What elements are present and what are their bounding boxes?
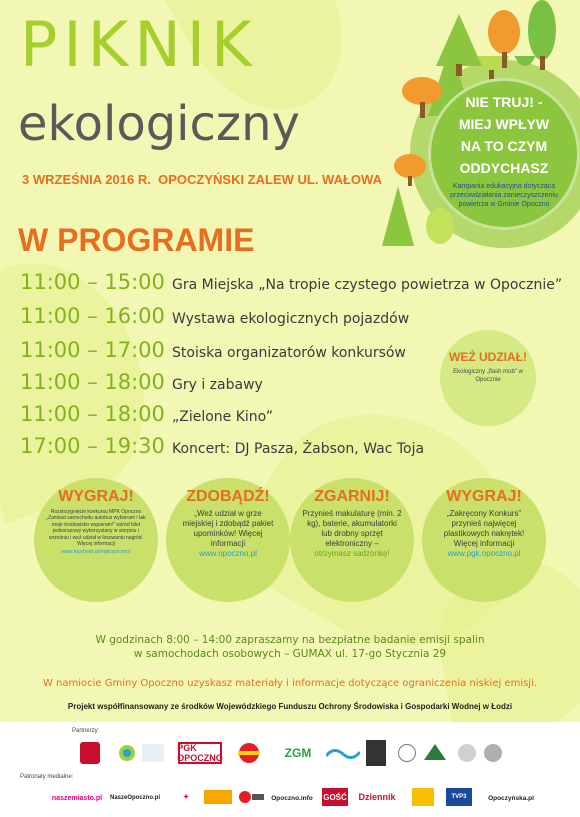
media-logo-icon	[412, 788, 434, 806]
programme-heading: W PROGRAMIE	[18, 222, 255, 258]
tree-icon	[484, 8, 524, 68]
event-date-location	[22, 172, 382, 187]
event-location: OPOCZYŃSKI ZALEW UL. WAŁOWA	[158, 172, 382, 187]
coat-of-arms-icon	[80, 742, 100, 764]
slogan-line: MIEJ WPŁYW	[458, 116, 550, 132]
join-text: Ekologiczny „flash mob” w Opocznie	[453, 369, 523, 383]
media-logo	[268, 790, 316, 806]
pgk-logo	[178, 742, 222, 764]
media-logo	[322, 788, 348, 806]
tree-logo-icon	[424, 744, 446, 762]
bubble-body: Rozstrzygnięcie konkursu MPK Opoczno „Zamiast samochodu autobus wybieram i tak moje środowisko wspieram!” wśród bilet jednorazowy wykorzystany w sierpniu i wrześniu i weź udział w losowaniu nagród. Więcej informacji	[46, 509, 146, 548]
tent-info: W namiocie Gminy Opoczno uzyskasz materiały i informacje dotyczące ograniczenia niskiej emisji.	[42, 678, 538, 689]
media-logo	[480, 790, 542, 806]
seal-logo-icon	[398, 744, 416, 762]
poster-title: PIKNIK	[20, 8, 258, 81]
bubble-body: Przynieś makulaturę (min. 2 kg), baterie, akumulatorki lub drobny sprzęt elektroniczny –	[302, 509, 402, 548]
bubble-highlight: otrzymasz sadzonkę!	[314, 549, 390, 558]
programme-description: Gry i zabawy	[172, 377, 263, 393]
contest-bubble	[166, 478, 290, 602]
tree-icon	[382, 186, 414, 246]
slogan-line: NA TO CZYM	[460, 138, 548, 154]
bubble-title: ZDOBĄDŹ!	[186, 488, 270, 505]
partners-band	[0, 722, 580, 817]
media-logo-icon	[204, 790, 232, 804]
programme-time: 11:00 – 18:00	[20, 370, 165, 394]
programme-item	[20, 370, 263, 394]
bubble-title: ZGARNIJ!	[314, 488, 390, 505]
poster-subtitle: ekologiczny	[18, 96, 300, 152]
media-logo-icon	[238, 790, 264, 804]
programme-description: Wystawa ekologicznych pojazdów	[172, 311, 410, 327]
leaf-logo-icon	[118, 744, 136, 762]
media-logo	[446, 788, 472, 806]
media-logo-icon: ✦	[174, 790, 198, 804]
programme-description: Koncert: DJ Pasza, Żabson, Wac Toja	[172, 441, 425, 457]
campaign-description: Kampania edukacyjna dotycząca przeciwdziałania zanieczyszczeniu powietrza w Gminie Opoczno	[450, 183, 558, 208]
programme-item	[20, 402, 273, 426]
emblem-logo-icon	[484, 744, 502, 762]
programme-time: 11:00 – 18:00	[20, 402, 165, 426]
media-logo	[104, 790, 166, 806]
programme-item	[20, 304, 409, 328]
programme-time: 11:00 – 16:00	[20, 304, 165, 328]
school-logo-icon	[366, 740, 386, 766]
programme-item	[20, 338, 406, 362]
join-badge	[440, 330, 536, 426]
bubble-title: WYGRAJ!	[58, 488, 134, 505]
programme-time: 11:00 – 15:00	[20, 270, 165, 294]
emission-info	[0, 633, 580, 661]
mpk-logo-icon	[232, 742, 266, 764]
zgm-logo	[276, 744, 320, 762]
pgk-logo-text: PGK OPOCZNO	[177, 743, 223, 763]
bubble-link[interactable]: www.facebook.pl/mpkopoczno/	[61, 549, 131, 556]
media-logo-text: naszemiasto.pl	[51, 794, 103, 802]
slogan-badge	[428, 78, 580, 230]
media-logo-text: NaszeOpoczno.pl	[109, 795, 160, 801]
emission-line: w samochodach osobowych – GUMAX ul. 17-go Stycznia 29	[133, 648, 447, 660]
tree-icon	[522, 0, 562, 70]
tree-icon	[426, 208, 454, 244]
join-title: WEŹ UDZIAŁ!	[449, 350, 527, 364]
zgm-logo-text: ZGM	[284, 746, 312, 760]
event-date: 3 WRZEŚNIA 2016 R.	[22, 172, 151, 187]
bubble-link[interactable]: www.pgk.opoczno.pl	[447, 549, 521, 558]
slogan-line: ODDYCHASZ	[459, 160, 549, 176]
media-logo-text: GOŚĆ	[323, 792, 347, 802]
bubble-title: WYGRAJ!	[446, 488, 522, 505]
media-logo	[50, 790, 104, 806]
contest-bubble	[290, 478, 414, 602]
programme-time: 11:00 – 17:00	[20, 338, 165, 362]
programme-description: Stoiska organizatorów konkursów	[172, 345, 406, 361]
programme-item	[20, 270, 562, 294]
slogan-line: NIE TRUJ! -	[465, 94, 543, 110]
media-logo-text: Dziennik	[358, 792, 396, 802]
bubble-link[interactable]: www.opoczno.pl	[199, 549, 257, 558]
contest-bubble	[422, 478, 546, 602]
bubble-body: „Weź udział w grze miejskiej i zdobądź pakiet upominków! Więcej informacji	[182, 509, 274, 548]
emblem-logo-icon	[458, 744, 476, 762]
programme-description: Gra Miejska „Na tropie czystego powietrza w Opocznie”	[172, 277, 563, 293]
bubble-body: „Zakręcony Konkurs” przynieś najwięcej plastikowych nakrętek! Więcej informacji	[443, 509, 525, 548]
funding-note: Projekt współfinansowany ze środków Wojewódzkiego Funduszu Ochrony Środowiska i Gospodarki Wodnej w Łodzi	[67, 702, 513, 711]
contest-bubble	[34, 478, 158, 602]
partners-label: Partnerzy:	[72, 728, 100, 734]
media-logo-text: Opoczno.info	[271, 794, 313, 802]
media-logo-text: TVP3	[451, 794, 467, 800]
programme-item	[20, 434, 424, 458]
wave-logo-icon	[326, 744, 360, 762]
programme-description: „Zielone Kino”	[172, 409, 274, 425]
media-logo	[354, 788, 400, 806]
media-label: Patronaty medialne:	[20, 774, 74, 780]
emission-line: W godzinach 8:00 – 14:00 zapraszamy na bezpłatne badanie emisji spalin	[95, 634, 485, 646]
fund-logo-icon	[142, 744, 164, 762]
media-logo-text: Opoczyńska.pl	[488, 794, 534, 802]
programme-time: 17:00 – 19:30	[20, 434, 165, 458]
tree-icon	[436, 14, 482, 76]
